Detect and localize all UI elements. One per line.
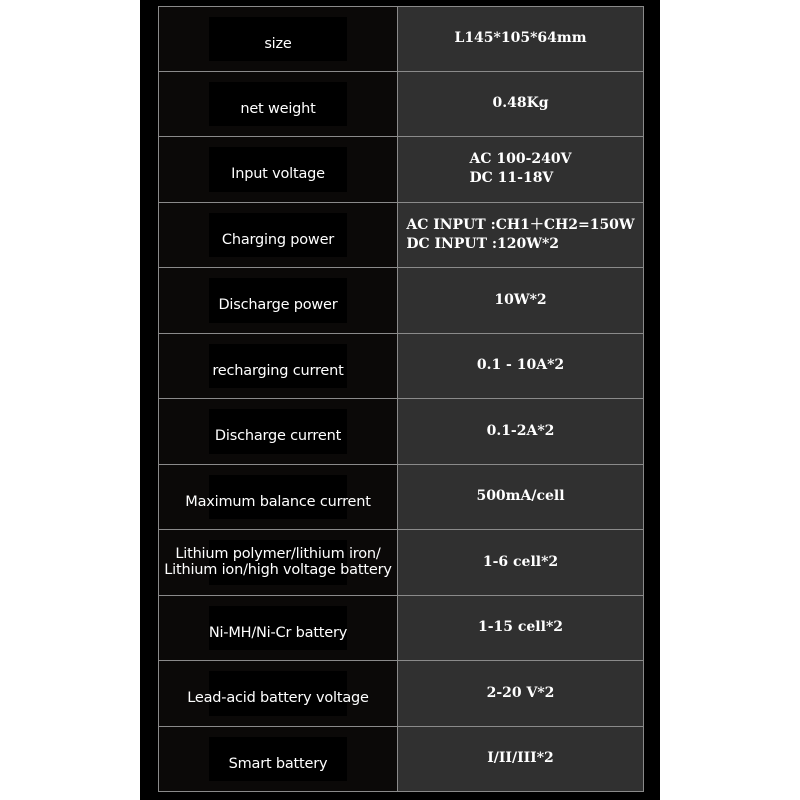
spec-label-line: Lead-acid battery voltage	[187, 690, 369, 707]
spec-value-line: 1-15 cell*2	[477, 619, 564, 636]
spec-label	[222, 222, 334, 248]
spec-label	[164, 546, 391, 578]
spec-value	[476, 487, 564, 506]
spec-row	[158, 596, 644, 662]
spec-value-line: 10W*2	[494, 291, 547, 308]
spec-value-line: 1-6 cell*2	[482, 553, 559, 570]
spec-row	[158, 6, 644, 72]
spec-value	[487, 684, 555, 703]
spec-label	[212, 353, 343, 379]
spec-label-cell	[158, 203, 398, 268]
spec-value	[470, 150, 572, 188]
spec-label	[215, 418, 341, 444]
spec-value-cell	[398, 334, 644, 399]
spec-value	[487, 749, 554, 768]
spec-value-line: AC INPUT :CH1＋CH2=150W	[406, 216, 635, 233]
spec-label-cell	[158, 7, 398, 71]
spec-value-line: L145*105*64mm	[454, 30, 587, 47]
spec-label-cell	[158, 661, 398, 726]
spec-label-cell	[158, 137, 398, 202]
spec-value-cell	[398, 72, 644, 137]
spec-label-line: Ni-MH/Ni-Cr battery	[208, 624, 348, 641]
spec-label-cell	[158, 72, 398, 137]
spec-row	[158, 399, 644, 465]
spec-value-line: AC 100-240V	[469, 151, 572, 168]
spec-row	[158, 530, 644, 596]
spec-label-line: Smart battery	[228, 755, 328, 772]
spec-label-line: Maximum balance current	[185, 493, 371, 510]
spec-label-line: Discharge current	[214, 428, 342, 445]
spec-value	[487, 422, 555, 441]
spec-value-line: 0.1-2A*2	[486, 422, 555, 439]
spec-label	[209, 615, 347, 641]
spec-value-cell	[398, 203, 644, 268]
spec-row	[158, 727, 644, 793]
spec-value	[454, 29, 586, 48]
spec-label-cell	[158, 334, 398, 399]
spec-value	[406, 216, 634, 254]
spec-label	[218, 287, 337, 313]
spec-label-cell	[158, 530, 398, 595]
spec-label	[229, 746, 328, 772]
spec-value-cell	[398, 7, 644, 71]
spec-value-cell	[398, 399, 644, 464]
spec-value	[483, 553, 558, 572]
spec-label	[185, 484, 370, 510]
spec-row	[158, 465, 644, 531]
spec-row	[158, 203, 644, 269]
spec-value-line: DC 11-18V	[469, 170, 554, 187]
spec-table	[158, 6, 644, 792]
spec-table-frame	[140, 0, 660, 800]
spec-value	[478, 618, 563, 637]
spec-value-line: 0.48Kg	[492, 95, 549, 112]
spec-value-cell	[398, 268, 644, 333]
spec-label-line: Charging power	[221, 231, 335, 248]
spec-value-cell	[398, 530, 644, 595]
spec-value	[477, 356, 564, 375]
spec-label-line: Input voltage	[231, 166, 325, 183]
spec-label-cell	[158, 465, 398, 530]
spec-row	[158, 661, 644, 727]
spec-label-line: Lithium ion/high voltage battery	[164, 562, 392, 579]
spec-value-line: I/II/III*2	[487, 750, 554, 767]
spec-row	[158, 72, 644, 138]
spec-label-cell	[158, 268, 398, 333]
spec-label-line: size	[264, 35, 292, 52]
spec-value-cell	[398, 137, 644, 202]
spec-value	[492, 94, 548, 113]
spec-value-line: DC INPUT :120W*2	[406, 235, 560, 252]
spec-label	[264, 26, 291, 52]
spec-value-cell	[398, 465, 644, 530]
spec-value	[494, 291, 546, 310]
spec-label-cell	[158, 399, 398, 464]
spec-label	[240, 91, 315, 117]
spec-label-cell	[158, 727, 398, 792]
spec-value-cell	[398, 727, 644, 792]
spec-value-line: 0.1 - 10A*2	[476, 357, 565, 374]
spec-row	[158, 334, 644, 400]
spec-row	[158, 137, 644, 203]
spec-value-line: 2-20 V*2	[486, 684, 555, 701]
spec-value-cell	[398, 596, 644, 661]
spec-label	[231, 156, 325, 182]
spec-label	[187, 680, 368, 706]
spec-value-line: 500mA/cell	[476, 488, 565, 505]
spec-value-cell	[398, 661, 644, 726]
spec-label-cell	[158, 596, 398, 661]
spec-label-line: Discharge power	[218, 297, 338, 314]
spec-label-line: Lithium polymer/lithium iron/	[175, 546, 381, 563]
spec-row	[158, 268, 644, 334]
spec-label-line: net weight	[240, 100, 316, 117]
spec-label-line: recharging current	[212, 362, 344, 379]
